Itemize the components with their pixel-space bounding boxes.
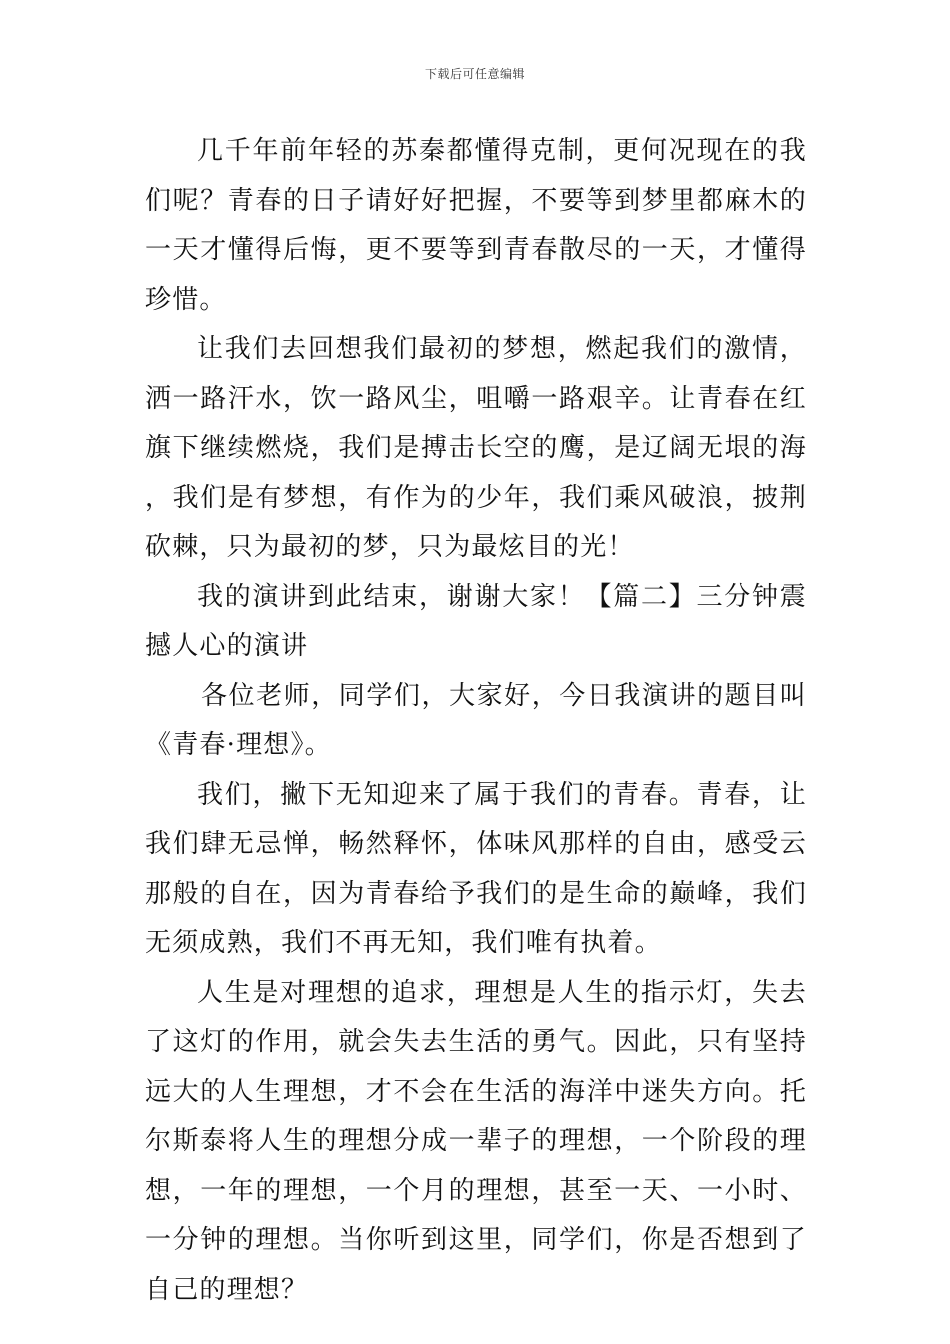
paragraph-3: 我的演讲到此结束，谢谢大家！【篇二】三分钟震撼人心的演讲 (145, 581, 807, 661)
header-note: 下载后可任意编辑 (424, 67, 525, 81)
document-body (145, 127, 807, 1315)
paragraph-1: 几千年前年轻的苏秦都懂得克制，更何况现在的我们呢？青春的日子请好好把握，不要等到梦里都麻木的一天才懂得后悔，更不要等到青春散尽的一天，才懂得珍惜。 (145, 136, 807, 315)
paragraph-6: 人生是对理想的追求，理想是人生的指示灯，失去了这灯的作用，就会失去生活的勇气。因此，只有坚持远大的人生理想，才不会在生活的海洋中迷失方向。托尔斯泰将人生的理想分成一辈子的理想，一个阶段的理想，一年的理想，一个月的理想，甚至一天、一小时、一分钟的理想。当你听到这里，同学们，你是否想到了自己的理想？ (145, 977, 807, 1305)
paragraph-5: 我们，撇下无知迎来了属于我们的青春。青春，让我们肆无忌惮，畅然释怀，体味风那样的自由，感受云那般的自在，因为青春给予我们的是生命的巅峰，我们无须成熟，我们不再无知，我们唯有执着。 (145, 779, 807, 958)
paragraph-4: 各位老师，同学们，大家好，今日我演讲的题目叫《青春·理想》。 (145, 680, 807, 760)
paragraph-2: 让我们去回想我们最初的梦想，燃起我们的激情，洒一路汗水，饮一路风尘，咀嚼一路艰辛。让青春在红旗下继续燃烧，我们是搏击长空的鹰，是辽阔无垠的海，我们是有梦想，有作为的少年，我们乘风破浪，披荆砍棘，只为最初的梦，只为最炫目的光！ (145, 334, 807, 562)
